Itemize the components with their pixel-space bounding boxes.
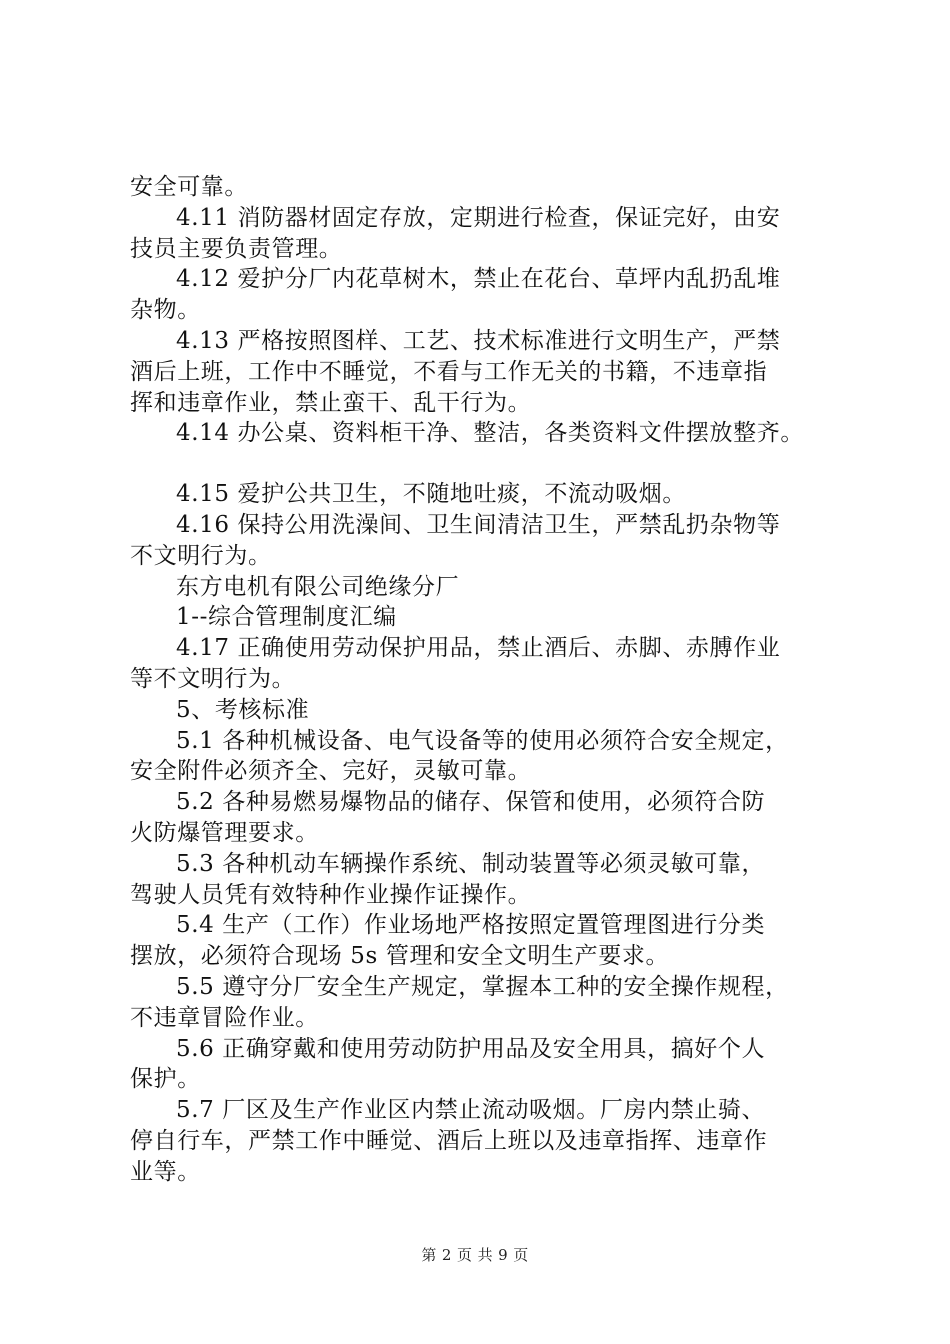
text-line: 5.6 正确穿戴和使用劳动防护用品及安全用具，搞好个人 [176, 1035, 766, 1062]
text-line: 杂物。 [130, 297, 201, 324]
text-line: 5.1 各种机械设备、电气设备等的使用必须符合安全规定， [176, 727, 789, 754]
text-line: 东方电机有限公司绝缘分厂 [176, 573, 460, 600]
text-line: 安全可靠。 [130, 174, 248, 200]
page-number-footer: 第 2 页 共 9 页 [421, 1246, 529, 1264]
text-line: 火防爆管理要求。 [130, 819, 319, 846]
text-line: 4.11 消防器材固定存放，定期进行检查，保证完好，由安 [176, 204, 781, 231]
text-line: 等不文明行为。 [130, 665, 296, 692]
text-line: 挥和违章作业，禁止蛮干、乱干行为。 [130, 389, 532, 416]
text-line: 5、考核标准 [176, 696, 310, 723]
text-line: 不违章冒险作业。 [130, 1004, 319, 1031]
text-line: 5.7 厂区及生产作业区内禁止流动吸烟。厂房内禁止骑、 [176, 1097, 766, 1124]
text-line: 保护。 [130, 1066, 201, 1093]
text-line: 5.4 生产（工作）作业场地严格按照定置管理图进行分类 [176, 912, 766, 939]
text-line: 不文明行为。 [130, 542, 272, 569]
text-line: 摆放，必须符合现场 5s 管理和安全文明生产要求。 [130, 943, 670, 970]
text-line: 5.2 各种易燃易爆物品的储存、保管和使用，必须符合防 [176, 789, 766, 816]
text-line: 安全附件必须齐全、完好，灵敏可靠。 [130, 758, 532, 785]
text-line: 4.14 办公桌、资料柜干净、整洁，各类资料文件摆放整齐。 [176, 420, 804, 447]
text-line: 1--综合管理制度汇编 [176, 604, 397, 631]
paragraph-spacer [130, 449, 840, 479]
text-line: 4.16 保持公用洗澡间、卫生间清洁卫生，严禁乱扔杂物等 [176, 511, 781, 538]
text-line: 4.15 爱护公共卫生，不随地吐痰，不流动吸烟。 [176, 481, 686, 508]
text-line: 5.5 遵守分厂安全生产规定，掌握本工种的安全操作规程， [176, 973, 789, 1000]
document-body [130, 172, 840, 1188]
text-line: 停自行车，严禁工作中睡觉、酒后上班以及违章指挥、违章作 [130, 1127, 768, 1154]
text-line: 4.17 正确使用劳动保护用品，禁止酒后、赤脚、赤膊作业 [176, 635, 781, 662]
text-line: 4.13 严格按照图样、工艺、技术标准进行文明生产，严禁 [176, 327, 781, 354]
text-line: 5.3 各种机动车辆操作系统、制动装置等必须灵敏可靠， [176, 850, 766, 877]
text-line: 4.12 爱护分厂内花草树木，禁止在花台、草坪内乱扔乱堆 [176, 266, 781, 293]
text-line: 业等。 [130, 1158, 201, 1185]
text-line: 酒后上班，工作中不睡觉，不看与工作无关的书籍，不违章指 [130, 358, 768, 385]
text-line: 驾驶人员凭有效特种作业操作证操作。 [130, 881, 532, 908]
text-line: 技员主要负责管理。 [130, 235, 343, 262]
